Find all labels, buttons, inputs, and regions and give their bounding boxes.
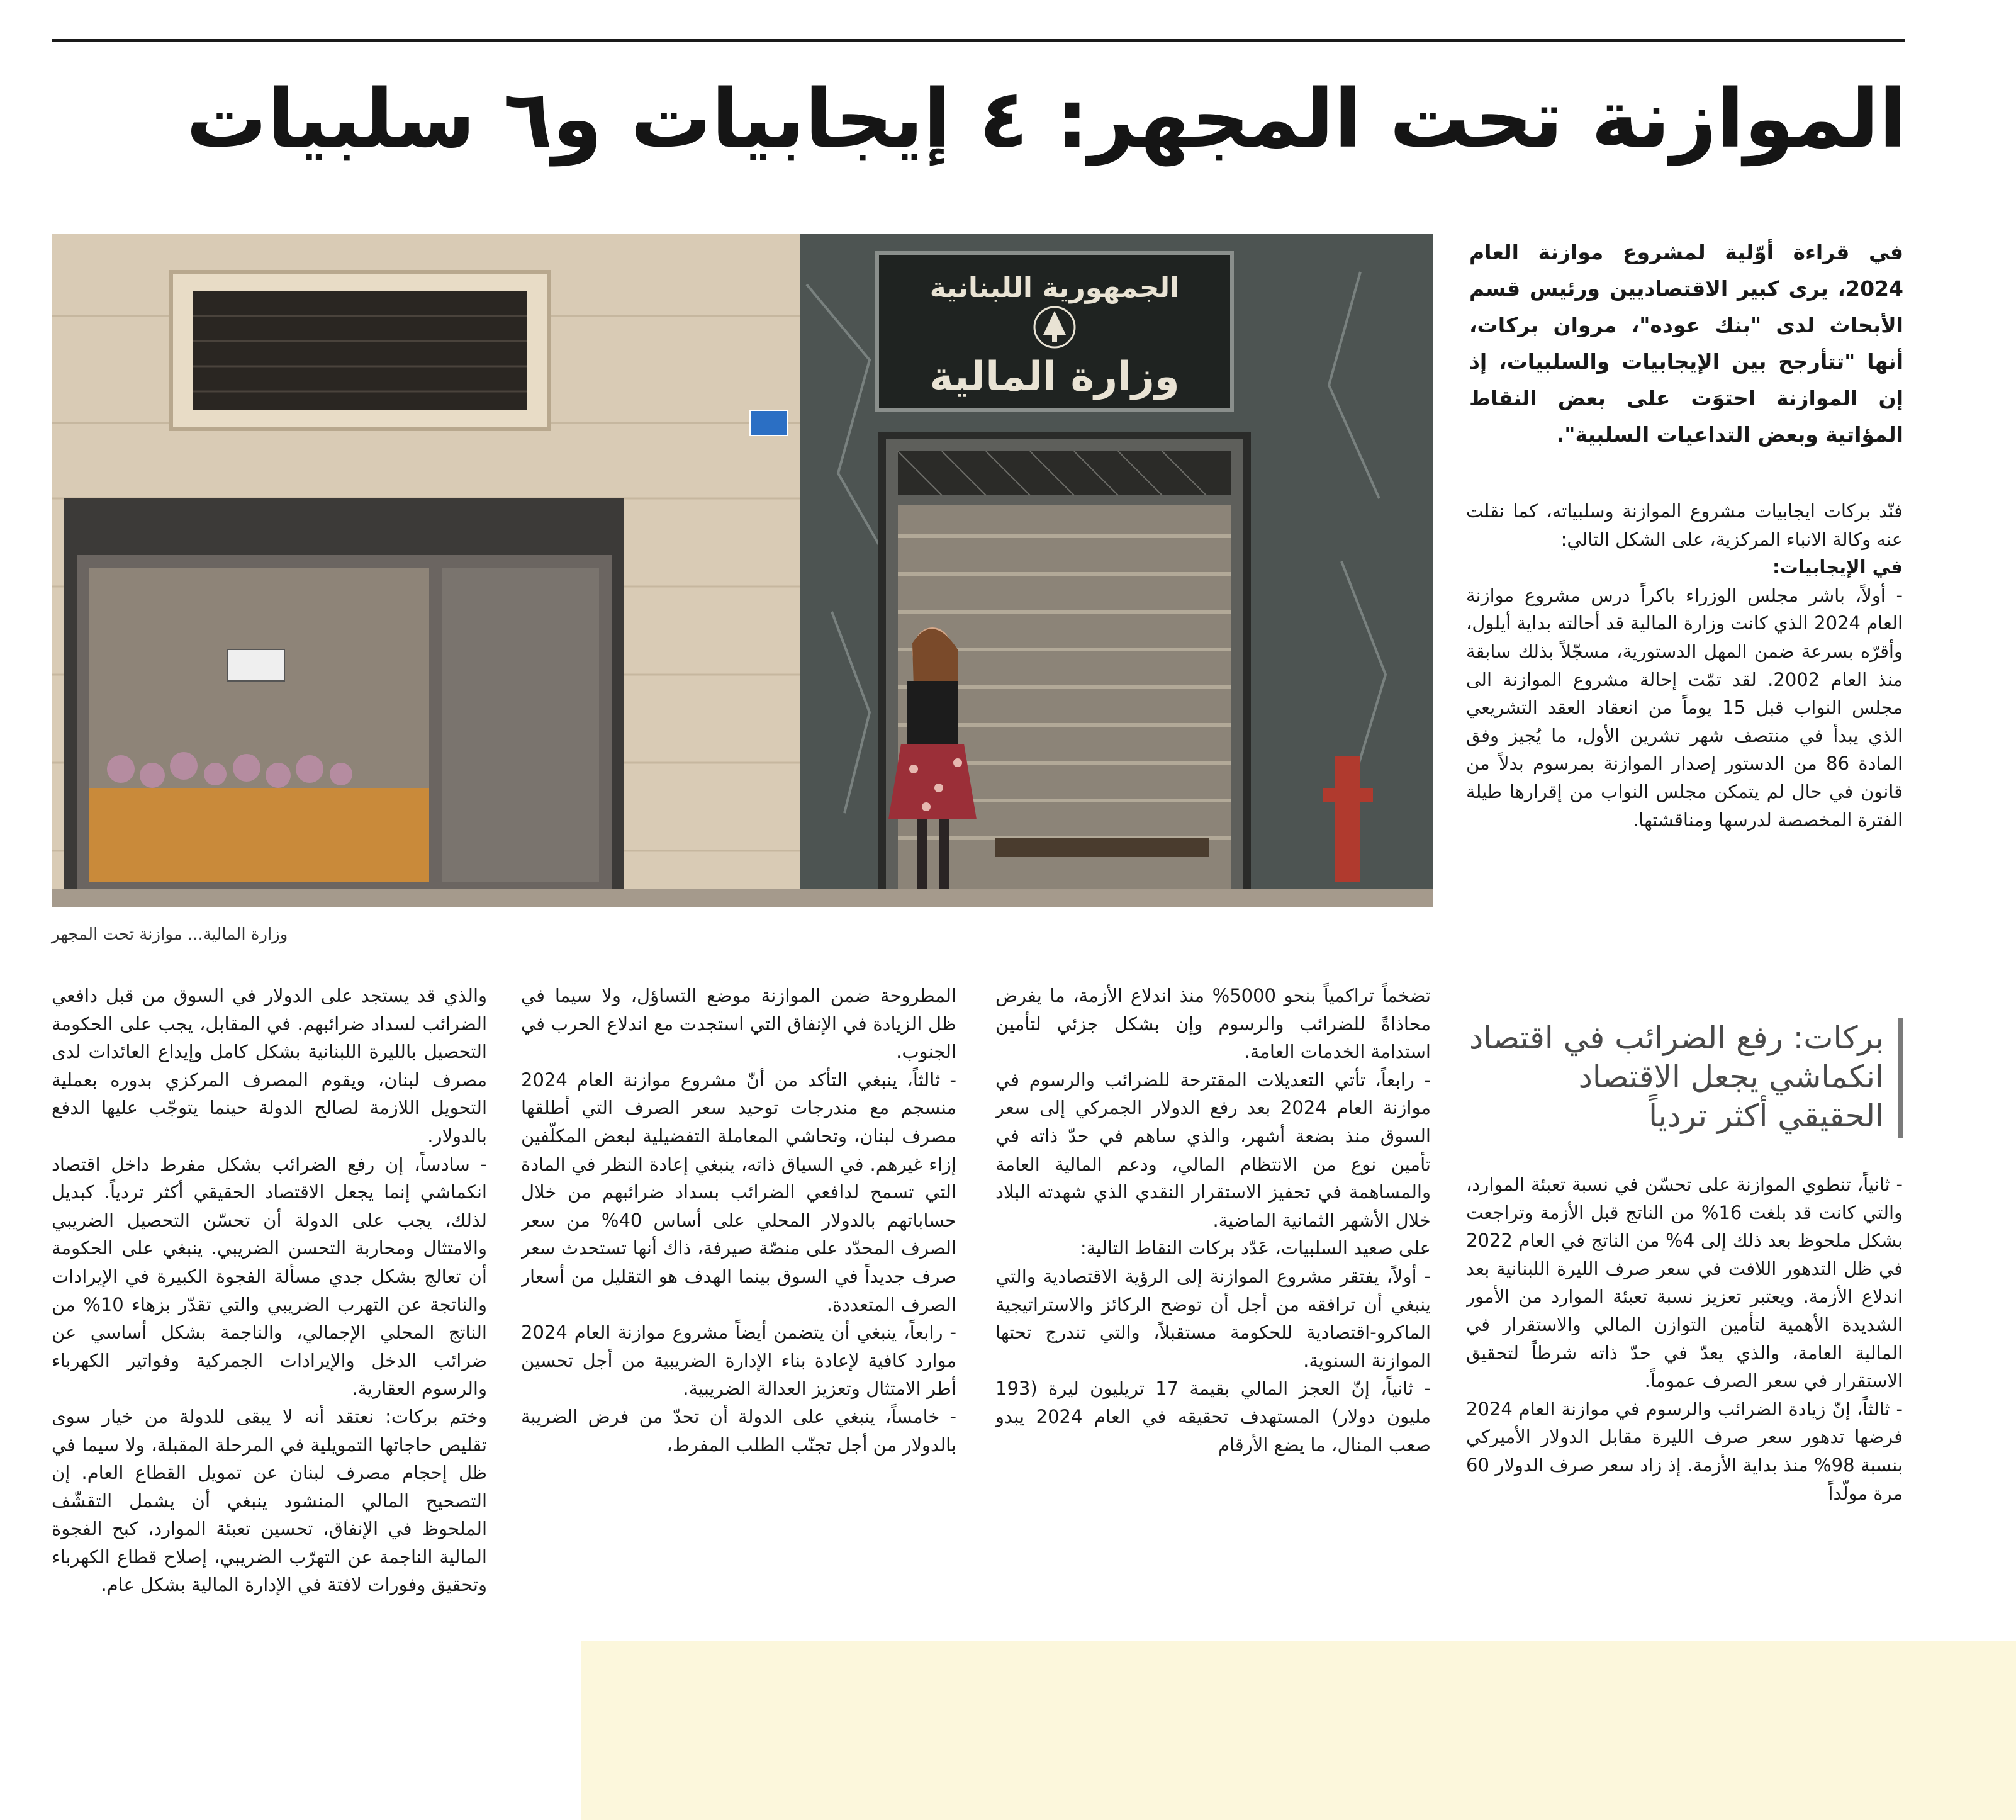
paragraph: - رابعاً، ينبغي أن يتضمن أيضاً مشروع موازنة العام 2024 موارد كافية لإعادة بناء الإدارة الضريبية من أجل تحسين أطر الامتثال وتعزيز العدالة الضريبية. <box>521 1322 956 1400</box>
paragraph: تضخماً تراكمياً بنحو 5000% منذ اندلاع الأزمة، ما يفرض محاذاةً للضرائب والرسوم وإن بشكل جزئي لتأمين استدامة الخدمات العامة. <box>995 985 1431 1063</box>
paragraph: المطروحة ضمن الموازنة موضع التساؤل، ولا سيما في ظل الزيادة في الإنفاق التي استجدت مع اندلاع الحرب في الجنوب. <box>521 985 956 1063</box>
paragraph: وختم بركات: نعتقد أنه لا يبقى للدولة من خيار سوى تقليص حاجاتها التمويلية في المرحلة المقبلة، ولا سيما في ظل إحجام مصرف لبنان عن تمويل القطاع العام. إن التصحيح المالي المنشود ينبغي أن يشمل التقشّف الملحوظ في الإنفاق، تحسين تعبئة الموارد، كبح الفجوة المالية الناجمة عن التهرّب الضريبي، إصلاح قطاع الكهرباء وتحقيق وفورات لافتة في الإدارة المالية بشكل عام. <box>52 1405 487 1596</box>
top-rule <box>52 39 1905 42</box>
paragraph: على صعيد السلبيات، عَدّد بركات النقاط التالية: <box>1080 1237 1431 1259</box>
paragraph: - ثالثاً، إنّ زيادة الضرائب والرسوم في موازنة العام 2024 فرضها تدهور سعر صرف الليرة مقابل الدولار الأميركي بنسبة 98% منذ بداية الأزمة. إذ زاد سعر صرف الدولار 60 مرة مولّداً <box>1466 1398 1903 1504</box>
ministry-building-illustration <box>52 234 1433 907</box>
article-photo <box>52 234 1433 907</box>
paragraph: - أولاً، باشر مجلس الوزراء باكراً درس مشروع موازنة العام 2024 الذي كانت وزارة المالية قد أحالته بداية أيلول، وأقرّه بسرعة ضمن المهل الدستورية، مسجّلاً بذلك سابقة منذ العام 2002. لقد تمّت إحالة مشروع الموازنة الى مجلس النواب قبل 15 يوماً من انعقاد العقد التشريعي الذي يبدأ في منتصف شهر تشرين الأول، ما يُجيز وفق المادة 86 من الدستور إصدار الموازنة بمرسوم بدلاً من قانون في حال لم يتمكن مجلس النواب من إقرارها طيلة الفترة المخصصة لدرسها ومناقشتها. <box>1466 584 1903 831</box>
paragraph: - سادساً، إن رفع الضرائب بشكل مفرط داخل اقتصاد انكماشي إنما يجعل الاقتصاد الحقيقي أكثر تردياً. كبديل لذلك، يجب على الدولة أن تحسّن التحصيل الضريبي والامتثال ومحاربة التحسن الضريبي. ينبغي على الحكومة أن تعالج بشكل جدي مسألة الفجوة الكبيرة في الإيرادات والناتجة عن التهرب الضريبي والتي تقدّر بزهاء 10% من الناتج المحلي الإجمالي، والناجمة بشكل أساسي عن ضرائب الدخل والإيرادات الجمركية وفواتير الكهرباء والرسوم العقارية. <box>52 1153 487 1400</box>
paragraph: - ثانياً، تنطوي الموازنة على تحسّن في نسبة تعبئة الموارد، والتي كانت قد بلغت 16% من الناتج قبل الأزمة وتراجعت بشكل ملحوظ بعد ذلك إلى 4% من الناتج في العام 2022 في ظل التدهور اللافت في سعر صرف الليرة اللبنانية بعد اندلاع الأزمة. ويعتبر تعزيز نسبة تعبئة الموارد من الأمور الشديدة الأهمية لتأمين التوازن المالي والاستقرار في المالية العامة، والذي يعدّ في حدّ ذاته شرطاً لتحقيق الاستقرار في سعر الصرف عموماً. <box>1466 1174 1903 1392</box>
highlight-box <box>581 1641 2016 1820</box>
paragraph: - ثانياً، إنّ العجز المالي بقيمة 17 تريليون ليرة (193 مليون دولار) المستهدف تحقيقه في العام 2024 يبدو صعب المنال، ما يضع الأرقام <box>995 1378 1431 1456</box>
column-1-top <box>1466 497 1903 988</box>
paragraph: - أولاً، يفتقر مشروع الموازنة إلى الرؤية الاقتصادية والتي ينبغي أن ترافقه من أجل أن توضح الركائز والاستراتيجية الماكرو-اقتصادية للحكومة مستقبلاً، والتي تندرج تحتها الموازنة السنوية. <box>995 1265 1431 1371</box>
paragraph: - ثالثاً، ينبغي التأكد من أنّ مشروع موازنة العام 2024 منسجم مع مندرجات توحيد سعر الصرف التي أطلقها مصرف لبنان، وتحاشي المعاملة التفضيلية لبعض المكلّفين إزاء غيرهم. في السياق ذاته، ينبغي إعادة النظر في المادة التي تسمح لدافعي الضرائب بسداد ضرائبهم من خلال حساباتهم بالدولار المحلي على أساس 40% من سعر الصرف المحدّد على منصّة صيرفة، ذاك أنها تستحدث سعر صرف جديداً في السوق بينما الهدف هو التقليل من أسعار الصرف المتعددة. <box>521 1069 956 1315</box>
sign-line2: وزارة المالية <box>929 354 1180 400</box>
pull-quote: بركات: رفع الضرائب في اقتصاد انكماشي يجعل الاقتصاد الحقيقي أكثر تردياً <box>1466 1018 1903 1138</box>
headline: الموازنة تحت المجهر: ٤ إيجابيات و٦ سلبيات <box>186 72 1907 166</box>
column-2 <box>995 982 1431 1617</box>
column-3 <box>521 982 956 1561</box>
column-4 <box>52 982 487 1806</box>
sign-line1: الجمهورية اللبنانية <box>929 272 1180 304</box>
paragraph: والذي قد يستجد على الدولار في السوق من قبل دافعي الضرائب لسداد ضرائبهم. في المقابل، يجب على الحكومة التحصيل بالليرة اللبنانية بشكل كامل وإيداع العائدات لدى مصرف لبنان، ويقوم المصرف المركزي بدوره بعملية التحويل اللازمة لصالح الدولة حينما يتوجّب عليها الدفع بالدولار. <box>52 985 487 1147</box>
subheading-positives: في الإيجابيات: <box>1772 556 1903 578</box>
paragraph: - خامساً، ينبغي على الدولة أن تحدّ من فرض الضريبة بالدولار من أجل تجنّب الطلب المفرط، <box>521 1405 956 1456</box>
paragraph: فنّد بركات ايجابيات مشروع الموازنة وسلبياته، كما نقلت عنه وكالة الانباء المركزية، على الشكل التالي: <box>1466 500 1903 550</box>
photo-caption: وزارة المالية... موازنة تحت المجهر <box>52 925 288 944</box>
paragraph: - رابعاً، تأتي التعديلات المقترحة للضرائب والرسوم في موازنة العام 2024 بعد رفع الدولار الجمركي إلى سعر السوق منذ بضعة أشهر، والذي ساهم في حدّ ذاته في تأمين نوع من الانتظام المالي، ودعم المالية العامة والمساهمة في تحفيز الاستقرار النقدي الذي شهدته البلاد خلال الأشهر الثمانية الماضية. <box>995 1069 1431 1231</box>
column-1-bottom <box>1466 1171 1903 1611</box>
intro-paragraph: في قراءة أوّلية لمشروع موازنة العام 2024، يرى كبير الاقتصاديين ورئيس قسم الأبحاث لدى "بنك عوده"، مروان بركات، أنها "تتأرجح بين الإيجابيات والسلبيات، إذ إن الموازنة احتوَت على بعض النقاط المؤاتية وبعض التداعيات السلبية". <box>1469 240 1903 447</box>
